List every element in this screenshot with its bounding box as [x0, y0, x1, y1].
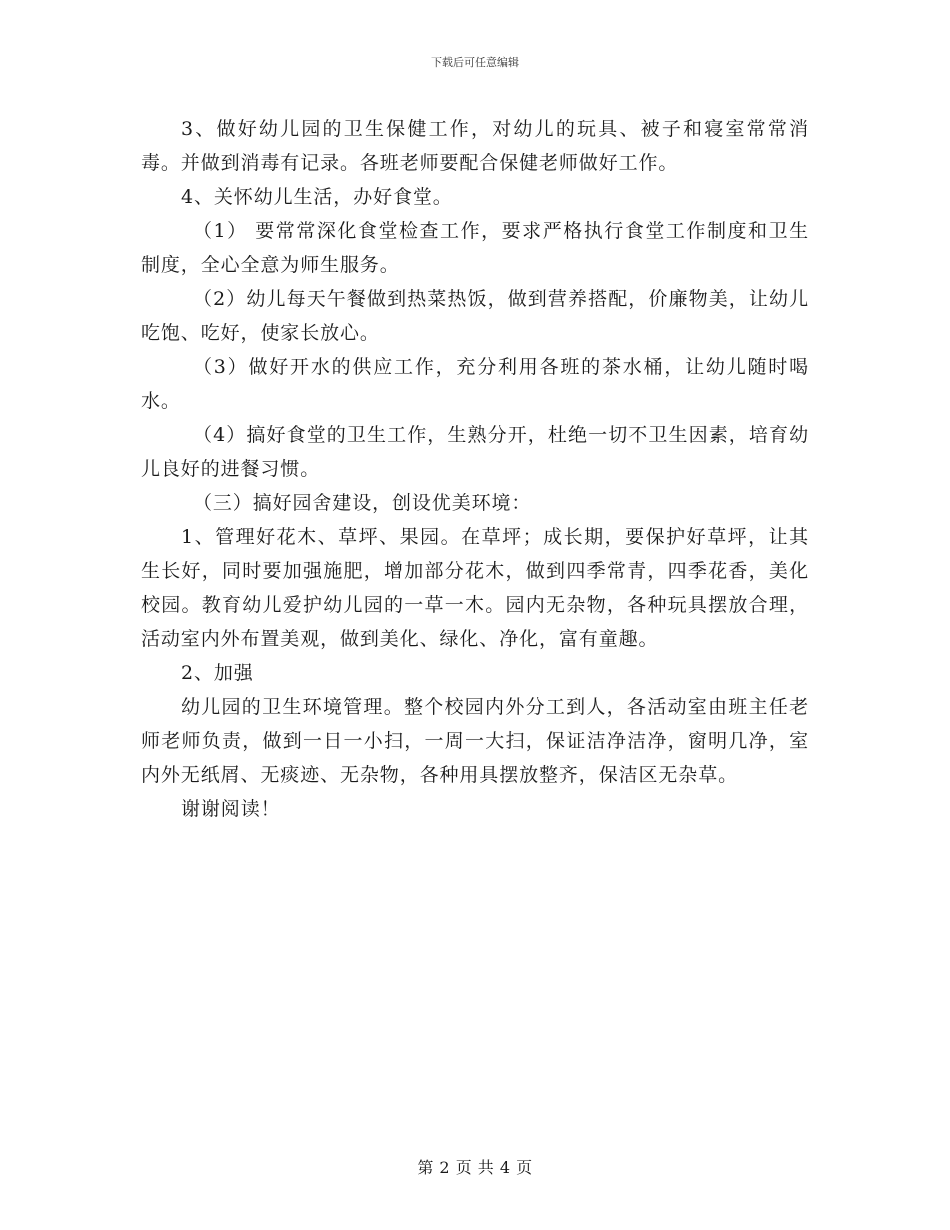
page-header-note: 下载后可任意编辑 — [431, 56, 519, 69]
page-number: 第 2 页 共 4 页 — [417, 1158, 533, 1177]
paragraph-canteen-item-1: （1） 要常常深化食堂检查工作，要求严格执行食堂工作制度和卫生制度，全心全意为师生服务。 — [141, 220, 809, 276]
paragraph-hygiene-care: 3、做好幼儿园的卫生保健工作，对幼儿的玩具、被子和寝室常常消毒。并做到消毒有记录。各班老师要配合保健老师做好工作。 — [141, 118, 809, 174]
paragraph-canteen-item-3: （3）做好开水的供应工作，充分利用各班的茶水桶，让幼儿随时喝水。 — [141, 356, 809, 412]
paragraph-canteen-heading: 4、关怀幼儿生活，办好食堂。 — [181, 186, 453, 208]
paragraph-strengthen: 2、加强 — [181, 662, 254, 684]
paragraph-section-three-heading: （三）搞好园舍建设，创设优美环境： — [193, 492, 532, 514]
paragraph-canteen-item-2: （2）幼儿每天午餐做到热菜热饭，做到营养搭配，价廉物美，让幼儿吃饱、吃好，使家长放心。 — [141, 288, 809, 344]
paragraph-gardens: 1、管理好花木、草坪、果园。在草坪；成长期，要保护好草坪，让其生长好，同时要加强施肥，增加部分花木，做到四季常青，四季花香，美化校园。教育幼儿爱护幼儿园的一草一木。园内无杂物，各种玩具摆放合理，活动室内外布置美观，做到美化、绿化、净化，富有童趣。 — [141, 526, 809, 650]
paragraph-thanks: 谢谢阅读！ — [181, 798, 281, 820]
paragraph-environment: 幼儿园的卫生环境管理。整个校园内外分工到人，各活动室由班主任老师老师负责，做到一日一小扫，一周一大扫，保证洁净洁净，窗明几净，室内外无纸屑、无痰迹、无杂物，各种用具摆放整齐，保洁区无杂草。 — [141, 696, 809, 786]
paragraph-canteen-item-4: （4）搞好食堂的卫生工作，生熟分开，杜绝一切不卫生因素，培育幼儿良好的进餐习惯。 — [141, 424, 809, 480]
document-body — [141, 112, 809, 826]
